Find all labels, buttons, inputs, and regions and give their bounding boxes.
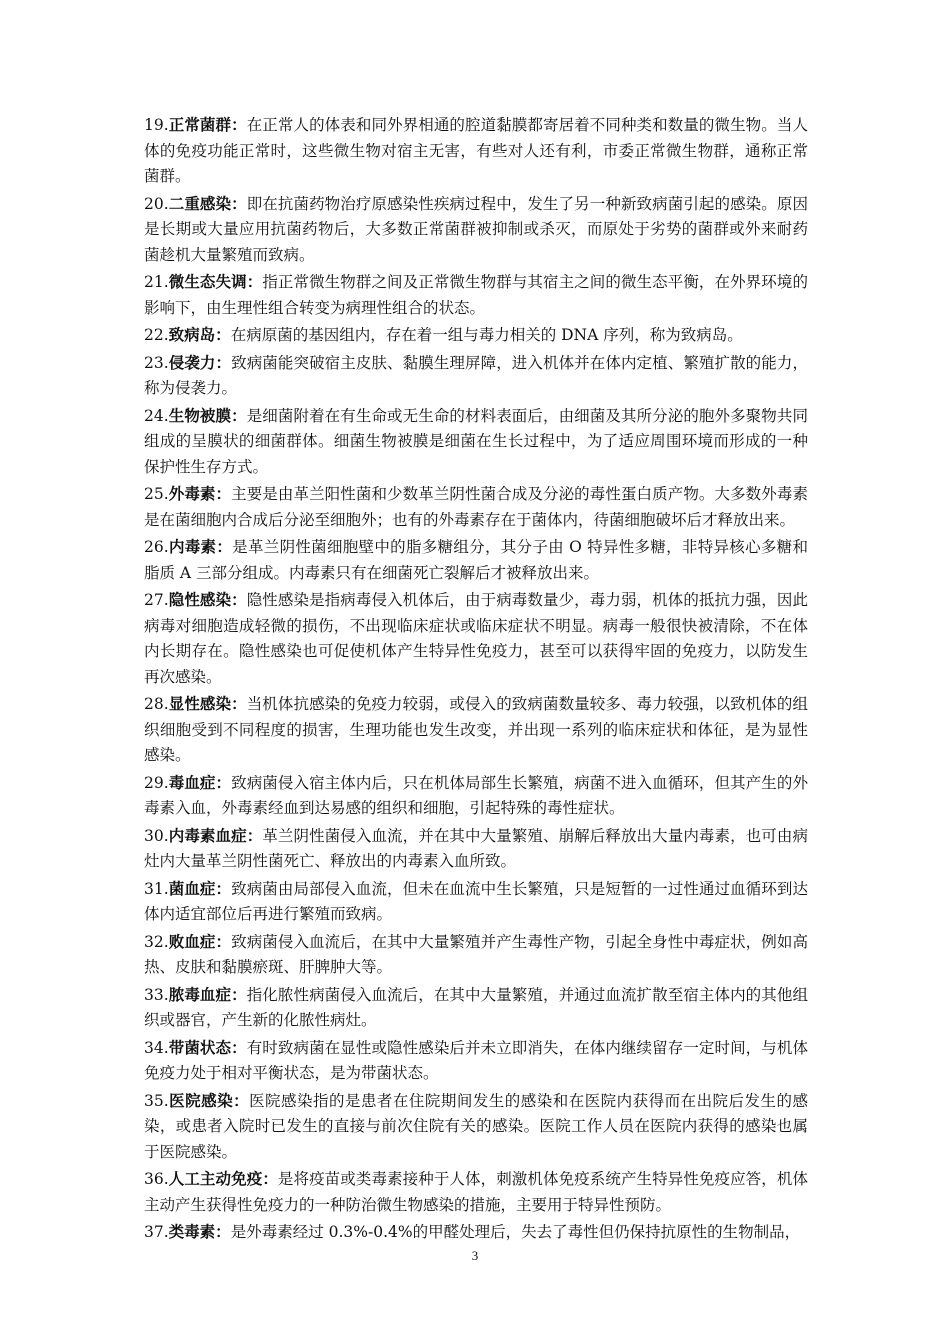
entry-number: 29. xyxy=(144,773,169,792)
entry-separator: ： xyxy=(246,825,263,845)
glossary-entry xyxy=(144,876,808,928)
glossary-entry xyxy=(144,770,808,822)
entry-separator: ： xyxy=(215,931,232,951)
entry-term: 内毒素 xyxy=(168,537,217,556)
entry-term: 致病岛 xyxy=(168,325,216,344)
entry-definition: 致病菌侵入宿主体内后，只在机体局部生长繁殖，病菌不进入血循环，但其产生的外毒素入血，外毒素经血到达易感的组织和细胞，引起特殊的毒性症状。 xyxy=(144,773,808,817)
entry-number: 26. xyxy=(144,538,169,556)
entry-definition: 革兰阴性菌侵入血流，并在其中大量繁殖、崩解后释放出大量内毒素，也可由病灶内大量革兰阴性菌死亡、释放出的内毒素入血所致。 xyxy=(144,826,808,870)
glossary-entry xyxy=(144,929,808,981)
entry-term: 菌血症 xyxy=(168,878,216,898)
entry-number: 35. xyxy=(144,1091,169,1110)
entry-definition: 是细菌附着在有生命或无生命的材料表面后，由细菌及其所分泌的胞外多聚物共同组成的呈膜状的细菌群体。细菌生物被膜是细菌在生长过程中，为了适应周围环境而形成的一种保护性生存方式。 xyxy=(144,406,808,476)
entry-separator: ： xyxy=(231,193,247,213)
entry-term: 显性感染 xyxy=(168,694,232,713)
entry-definition: 是外毒素经过 0.3%-0.4%的甲醛处理后，失去了毒性但仍保持抗原性的生物制品， xyxy=(230,1223,801,1241)
entry-separator: ： xyxy=(246,272,263,291)
entry-definition: 即在抗菌药物治疗原感染性疾病过程中，发生了另一种新致病菌引起的感染。原因是长期或大量应用抗菌药物后，大多数正常菌群被抑制或杀灭，而原处于劣势的菌群或外来耐药菌趁机大量繁殖而致病。 xyxy=(144,194,808,264)
entry-definition: 指正常微生物群之间及正常微生物群与其宿主之间的微生态平衡，在外界环境的影响下，由生理性组合转变为病理性组合的状态。 xyxy=(144,273,808,317)
entry-separator: ： xyxy=(215,1222,231,1241)
entry-number: 21. xyxy=(144,273,169,291)
entry-term: 外毒素 xyxy=(168,484,216,503)
entry-term: 内毒素血症 xyxy=(168,825,247,845)
entry-number: 28. xyxy=(144,695,169,713)
entry-separator: ： xyxy=(231,694,247,713)
entry-number: 37. xyxy=(144,1223,169,1241)
glossary-entry xyxy=(144,322,808,349)
glossary-entry xyxy=(144,823,808,875)
entry-number: 22. xyxy=(144,326,169,344)
entry-number: 32. xyxy=(144,932,169,951)
entry-definition: 在病原菌的基因组内，存在着一组与毒力相关的 DNA 序列，称为致病岛。 xyxy=(230,326,743,344)
entry-term: 败血症 xyxy=(168,931,216,951)
entry-separator: ： xyxy=(231,984,247,1004)
entry-definition: 致病菌由局部侵入血流，但未在血流中生长繁殖，只是短暂的一过性通过血循环到达体内适宜部位后再进行繁殖而致病。 xyxy=(144,879,808,923)
entry-term: 正常菌群 xyxy=(168,115,232,134)
entry-definition: 指化脓性病菌侵入血流后，在其中大量繁殖，并通过血流扩散至宿主体内的其他组织或器官，产生新的化脓性病灶。 xyxy=(144,985,808,1029)
entry-separator: ： xyxy=(215,352,232,372)
entry-number: 24. xyxy=(144,406,169,425)
entry-number: 27. xyxy=(144,591,169,609)
glossary-entry xyxy=(144,1035,808,1087)
entry-separator: ： xyxy=(215,878,232,898)
glossary-entry xyxy=(144,1166,808,1218)
entry-separator: ： xyxy=(215,484,232,503)
entry-term: 二重感染 xyxy=(168,193,232,213)
entry-separator: ： xyxy=(215,325,231,344)
glossary-list xyxy=(144,112,808,1247)
entry-term: 毒血症 xyxy=(168,772,216,792)
glossary-entry xyxy=(144,1219,808,1246)
entry-term: 微生态失调 xyxy=(168,272,247,291)
entry-term: 医院感染 xyxy=(168,1090,234,1110)
glossary-entry xyxy=(144,350,808,402)
entry-term: 人工主动免疫 xyxy=(168,1169,263,1188)
glossary-entry xyxy=(144,403,808,481)
entry-term: 侵袭力 xyxy=(168,352,216,372)
glossary-entry xyxy=(144,691,808,769)
entry-separator: ： xyxy=(231,405,247,425)
glossary-entry xyxy=(144,534,808,586)
entry-number: 31. xyxy=(144,879,169,898)
entry-definition: 当机体抗感染的免疫力较弱，或侵入的致病菌数量较多、毒力较强，以致机体的组织细胞受到不同程度的损害，生理功能也发生改变，并出现一系列的临床症状和体征，是为显性感染。 xyxy=(144,695,808,764)
entry-definition: 在正常人的体表和同外界相通的腔道黏膜都寄居着不同种类和数量的微生物。当人体的免疫功能正常时，这些微生物对宿主无害，有些对人还有利，市委正常微生物群，通称正常菌群。 xyxy=(144,116,808,185)
entry-separator: ： xyxy=(231,115,247,134)
entry-term: 生物被膜 xyxy=(168,405,232,425)
glossary-entry xyxy=(144,982,808,1034)
entry-separator: ： xyxy=(231,1037,247,1057)
entry-number: 20. xyxy=(144,194,169,213)
entry-definition: 是革兰阴性菌细胞壁中的脂多糖组分，其分子由 O 特异性多糖，非特异核心多糖和脂质 A 三部分组成。内毒素只有在细菌死亡裂解后才被释放出来。 xyxy=(144,538,808,582)
glossary-entry xyxy=(144,112,808,190)
entry-number: 36. xyxy=(144,1170,169,1188)
entry-definition: 主要是由革兰阳性菌和少数革兰阴性菌合成及分泌的毒性蛋白质产物。大多数外毒素是在菌细胞内合成后分泌至细胞外；也有的外毒素存在于菌体内，待菌细胞破坏后才释放出来。 xyxy=(144,485,808,529)
entry-definition: 是将疫苗或类毒素接种于人体，刺激机体免疫系统产生特异性免疫应答，机体主动产生获得性免疫力的一种防治微生物感染的措施，主要用于特异性预防。 xyxy=(144,1170,808,1214)
entry-separator: ： xyxy=(231,590,247,609)
entry-term: 脓毒血症 xyxy=(168,984,232,1004)
entry-number: 30. xyxy=(144,826,169,845)
entry-term: 带菌状态 xyxy=(168,1037,232,1057)
entry-number: 25. xyxy=(144,485,169,503)
glossary-entry xyxy=(144,1088,808,1166)
glossary-entry xyxy=(144,269,808,321)
entry-separator: ： xyxy=(262,1169,278,1188)
entry-number: 19. xyxy=(144,116,169,134)
entry-number: 34. xyxy=(144,1038,169,1057)
entry-definition: 隐性感染是指病毒侵入机体后，由于病毒数量少，毒力弱，机体的抵抗力强，因此病毒对细胞造成轻微的损伤，不出现临床症状或临床症状不明显。病毒一般很快被清除，不在体内长期存在。隐性感染也可促使机体产生特异性免疫力，甚至可以获得牢固的免疫力，以防发生再次感染。 xyxy=(144,591,808,686)
glossary-entry xyxy=(144,481,808,533)
entry-separator: ： xyxy=(216,537,233,556)
entry-term: 类毒素 xyxy=(168,1222,216,1241)
glossary-entry xyxy=(144,191,808,269)
glossary-entry xyxy=(144,587,808,690)
entry-term: 隐性感染 xyxy=(168,590,232,609)
entry-definition: 致病菌能突破宿主皮肤、黏膜生理屏障，进入机体并在体内定植、繁殖扩散的能力，称为侵袭力。 xyxy=(144,353,808,397)
entry-definition: 致病菌侵入血流后，在其中大量繁殖并产生毒性产物，引起全身性中毒症状，例如高热、皮肤和黏膜瘀斑、肝脾肿大等。 xyxy=(144,932,808,976)
entry-definition: 有时致病菌在显性或隐性感染后并未立即消失，在体内继续留存一定时间，与机体免疫力处于相对平衡状态，是为带菌状态。 xyxy=(144,1038,808,1082)
page-number: 3 xyxy=(471,1248,479,1263)
entry-separator: ： xyxy=(215,772,232,792)
entry-separator: ： xyxy=(233,1090,250,1110)
entry-number: 23. xyxy=(144,353,169,372)
entry-number: 33. xyxy=(144,985,169,1004)
entry-definition: 医院感染指的是患者在住院期间发生的感染和在医院内获得而在出院后发生的感染，或患者入院时已发生的直接与前次住院有关的感染。医院工作人员在医院内获得的感染也属于医院感染。 xyxy=(144,1091,808,1161)
